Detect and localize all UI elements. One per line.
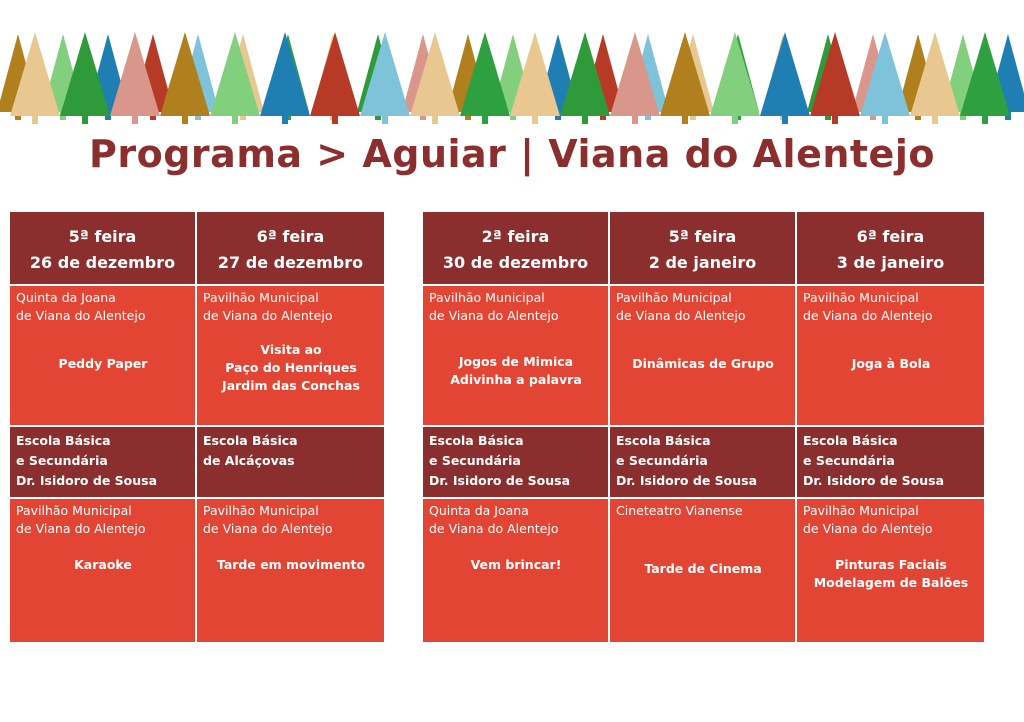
venue-text: e Secundária — [429, 453, 521, 468]
day-header — [10, 212, 197, 284]
date-label: 26 de dezembro — [29, 253, 176, 272]
activity-block — [203, 556, 379, 574]
venue-text: de Viana do Alentejo — [16, 308, 146, 323]
midday-slot — [797, 425, 984, 497]
day-header — [423, 212, 610, 284]
venue-text: de Viana do Alentejo — [429, 308, 559, 323]
morning-slot — [423, 284, 610, 425]
weekday-label: 5ª feira — [68, 227, 137, 246]
midday-slot — [610, 425, 797, 497]
activity-text: Vem brincar! — [470, 557, 562, 572]
afternoon-slot — [423, 497, 610, 642]
midday-slot — [423, 425, 610, 497]
activity-block — [803, 556, 979, 592]
tree-icon — [710, 32, 760, 124]
tree-icon — [310, 32, 360, 124]
activity-text: Jogos de Mimica — [458, 354, 574, 369]
date-label: 3 de janeiro — [836, 253, 945, 272]
venue-text: Escola Básica — [16, 433, 111, 448]
activity-block — [429, 556, 603, 574]
weekday-label: 5ª feira — [668, 227, 737, 246]
venue-text: Quinta da Joana — [16, 290, 116, 305]
activity-text: Tarde de Cinema — [644, 561, 762, 576]
activity-text: Peddy Paper — [58, 356, 148, 371]
venue-text: Pavilhão Municipal — [429, 290, 545, 305]
venue-text: Quinta da Joana — [429, 503, 529, 518]
venue-text: de Viana do Alentejo — [203, 308, 333, 323]
venue-text: Escola Básica — [803, 433, 898, 448]
venue-text: Dr. Isidoro de Sousa — [803, 473, 945, 488]
afternoon-slot — [797, 497, 984, 642]
tree-icon — [760, 32, 810, 124]
venue-text: Escola Básica — [616, 433, 711, 448]
venue-text: Escola Básica — [203, 433, 298, 448]
venue-text: e Secundária — [616, 453, 708, 468]
activity-block — [616, 355, 790, 373]
afternoon-slot — [10, 497, 197, 642]
activity-text: Modelagem de Balões — [813, 575, 969, 590]
morning-slot — [10, 284, 197, 425]
tree-icon — [260, 32, 310, 124]
venue-text: Cineteatro Vianense — [616, 503, 743, 518]
morning-slot — [797, 284, 984, 425]
venue-text: de Viana do Alentejo — [803, 521, 933, 536]
activity-block — [616, 560, 790, 578]
venue-text: de Viana do Alentejo — [616, 308, 746, 323]
day-header — [197, 212, 384, 284]
schedule-group-december — [10, 212, 384, 642]
venue-text: Pavilhão Municipal — [203, 290, 319, 305]
midday-slot — [10, 425, 197, 497]
venue-text: e Secundária — [16, 453, 108, 468]
activity-text: Visita ao — [260, 342, 322, 357]
activity-block — [429, 353, 603, 389]
schedule-group-january — [423, 212, 984, 642]
midday-slot — [197, 425, 384, 497]
christmas-trees-banner — [0, 30, 1024, 125]
activity-block — [203, 341, 379, 395]
activity-text: Pinturas Faciais — [835, 557, 947, 572]
activity-block — [803, 355, 979, 373]
venue-text: Dr. Isidoro de Sousa — [429, 473, 571, 488]
activity-text: Adivinha a palavra — [450, 372, 582, 387]
venue-text: de Viana do Alentejo — [429, 521, 559, 536]
activity-text: Joga à Bola — [851, 356, 931, 371]
venue-text: Pavilhão Municipal — [803, 290, 919, 305]
venue-text: Pavilhão Municipal — [803, 503, 919, 518]
venue-text: e Secundária — [803, 453, 895, 468]
day-header — [797, 212, 984, 284]
venue-text: de Alcáçovas — [203, 453, 295, 468]
activity-text: Dinâmicas de Grupo — [632, 356, 774, 371]
activity-text: Jardim das Conchas — [222, 378, 360, 393]
venue-text: de Viana do Alentejo — [803, 308, 933, 323]
morning-slot — [610, 284, 797, 425]
activity-block — [16, 355, 190, 373]
venue-text: de Viana do Alentejo — [16, 521, 146, 536]
date-label: 27 de dezembro — [217, 253, 364, 272]
weekday-label: 6ª feira — [256, 227, 325, 246]
afternoon-slot — [197, 497, 384, 642]
morning-slot — [197, 284, 384, 425]
venue-text: Pavilhão Municipal — [616, 290, 732, 305]
venue-text: Dr. Isidoro de Sousa — [616, 473, 758, 488]
weekday-label: 6ª feira — [856, 227, 925, 246]
venue-text: Dr. Isidoro de Sousa — [16, 473, 158, 488]
weekday-label: 2ª feira — [481, 227, 550, 246]
venue-text: Pavilhão Municipal — [203, 503, 319, 518]
activity-text: Paço do Henriques — [225, 360, 357, 375]
venue-text: Pavilhão Municipal — [16, 503, 132, 518]
activity-text: Tarde em movimento — [216, 557, 366, 572]
date-label: 30 de dezembro — [442, 253, 589, 272]
venue-text: de Viana do Alentejo — [203, 521, 333, 536]
day-header — [610, 212, 797, 284]
venue-text: Escola Básica — [429, 433, 524, 448]
afternoon-slot — [610, 497, 797, 642]
activity-block — [16, 556, 190, 574]
activity-text: Karaoke — [74, 557, 132, 572]
page-title: Programa > Aguiar | Viana do Alentejo — [89, 132, 935, 176]
date-label: 2 de janeiro — [648, 253, 757, 272]
